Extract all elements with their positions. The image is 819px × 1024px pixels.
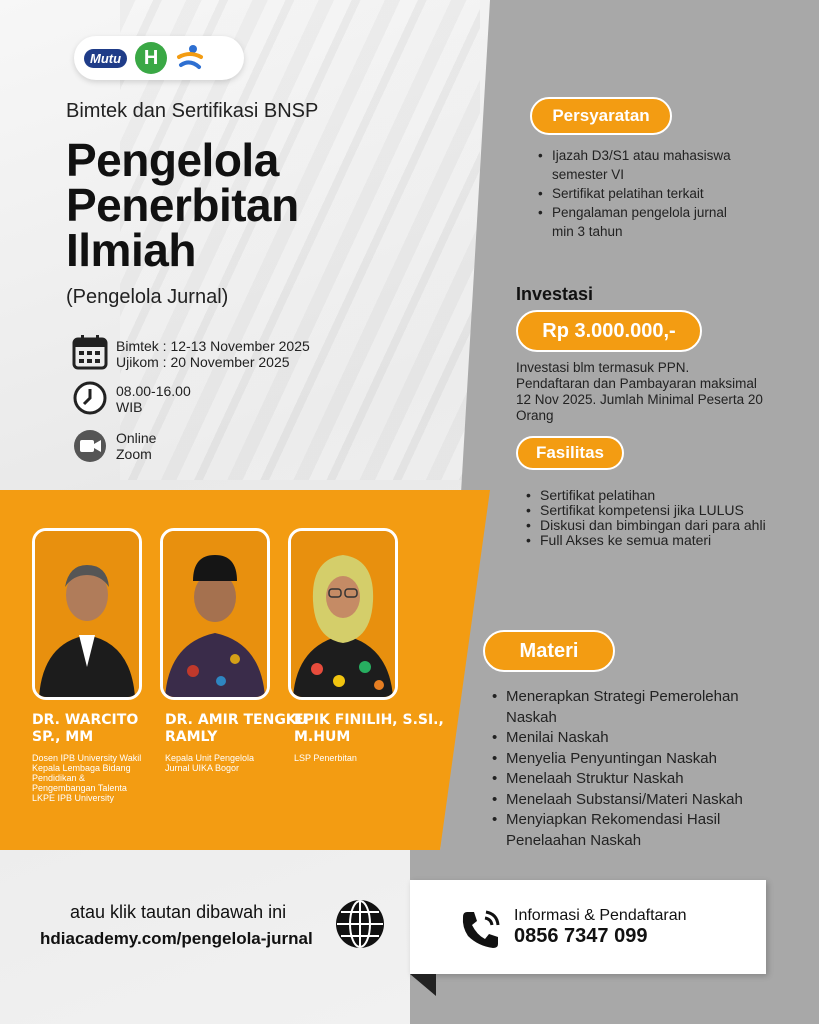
speaker-name — [294, 712, 444, 746]
mutu-logo: Mutu — [84, 49, 127, 68]
title-line: Ilmiah — [66, 224, 196, 276]
schedule-dates — [116, 338, 310, 370]
list-item: • Menerapkan Strategi Pemerolehan Naskah — [490, 687, 780, 728]
globe-icon[interactable] — [334, 898, 386, 950]
bimtek-date: Bimtek : 12-13 November 2025 — [116, 338, 310, 354]
speaker-name — [165, 712, 308, 746]
link-intro-text: atau klik tautan dibawah ini — [70, 902, 287, 922]
registration-link[interactable]: hdiacademy.com/pengelola-jurnal — [40, 929, 313, 948]
speaker-name-line: DR. WARCITO — [32, 712, 139, 728]
contact-box-fold — [410, 974, 436, 996]
schedule-time — [116, 383, 191, 415]
event-subtitle: Bimtek dan Sertifikasi BNSP — [66, 100, 319, 122]
figure-logo-icon — [175, 43, 205, 73]
fasilitas-list — [524, 488, 784, 548]
persyaratan-list — [536, 146, 736, 241]
partner-logos — [74, 36, 244, 80]
list-item: • Sertifikat pelatihan terkait — [536, 184, 736, 203]
speaker-name-line: M.HUM — [294, 729, 351, 745]
list-item: • Ijazah D3/S1 atau mahasiswa semester VI — [536, 146, 736, 184]
speaker-name-line: RAMLY — [165, 729, 218, 745]
investasi-price: Rp 3.000.000,- — [516, 310, 702, 352]
list-item: • Menelaah Substansi/Materi Naskah — [490, 790, 780, 811]
speaker-name-line: EPIK FINILIH, S.SI., — [294, 712, 444, 728]
persyaratan-label: Persyaratan — [530, 97, 672, 135]
ujikom-date: Ujikom : 20 November 2025 — [116, 354, 290, 370]
list-item: • Sertifikat pelatihan — [524, 488, 784, 503]
list-item: • Menelaah Struktur Naskah — [490, 769, 780, 790]
list-item: • Full Akses ke semua materi — [524, 533, 784, 548]
page-title — [66, 134, 299, 276]
phone-icon[interactable] — [458, 906, 504, 952]
list-item: • Menyelia Penyuntingan Naskah — [490, 749, 780, 770]
clock-icon — [72, 380, 108, 416]
title-line: Penerbitan — [66, 179, 299, 231]
speaker-photo — [288, 528, 398, 700]
speaker-photo — [32, 528, 142, 700]
speaker-photo — [160, 528, 270, 700]
title-line: Pengelola — [66, 134, 279, 186]
speaker-description: Kepala Unit Pengelola Jurnal UIKA Bogor — [165, 753, 255, 773]
materi-label: Materi — [483, 630, 615, 672]
list-item: • Menyiapkan Rekomendasi Hasil Penelaahan Naskah — [490, 810, 780, 851]
investasi-note: Investasi blm termasuk PPN. Pendaftaran dan Pambayaran maksimal 12 Nov 2025. Jumlah Minimal Peserta 20 Orang — [516, 360, 763, 423]
h-logo: H — [135, 42, 167, 74]
zoom-video-icon — [72, 428, 108, 464]
time-zone: WIB — [116, 399, 143, 415]
mode-online: Online — [116, 430, 157, 446]
mode-platform: Zoom — [116, 446, 152, 462]
list-item: • Menilai Naskah — [490, 728, 780, 749]
schedule-mode — [116, 430, 156, 462]
fasilitas-label: Fasilitas — [516, 436, 624, 470]
list-item: • Diskusi dan bimbingan dari para ahli — [524, 518, 784, 533]
list-item: • Sertifikat kompetensi jika LULUS — [524, 503, 784, 518]
title-parenthetical: (Pengelola Jurnal) — [66, 286, 229, 308]
speaker-name-line: SP., MM — [32, 729, 94, 745]
contact-phone[interactable]: 0856 7347 099 — [514, 925, 648, 947]
speaker-description: LSP Penerbitan — [294, 753, 357, 763]
investasi-heading: Investasi — [516, 284, 594, 304]
materi-list — [490, 687, 780, 851]
speaker-name — [32, 712, 138, 746]
list-item: • Pengalaman pengelola jurnal min 3 tahun — [536, 203, 736, 241]
calendar-icon — [72, 334, 108, 370]
speaker-description: Dosen IPB University Wakil Kepala Lembaga Bidang Pendidikan & Pengembangan Talenta LKPE IPB University — [32, 753, 142, 803]
time-range: 08.00-16.00 — [116, 383, 191, 399]
contact-label: Informasi & Pendaftaran — [514, 907, 687, 924]
speaker-name-line: DR. AMIR TENGKU — [165, 712, 308, 728]
